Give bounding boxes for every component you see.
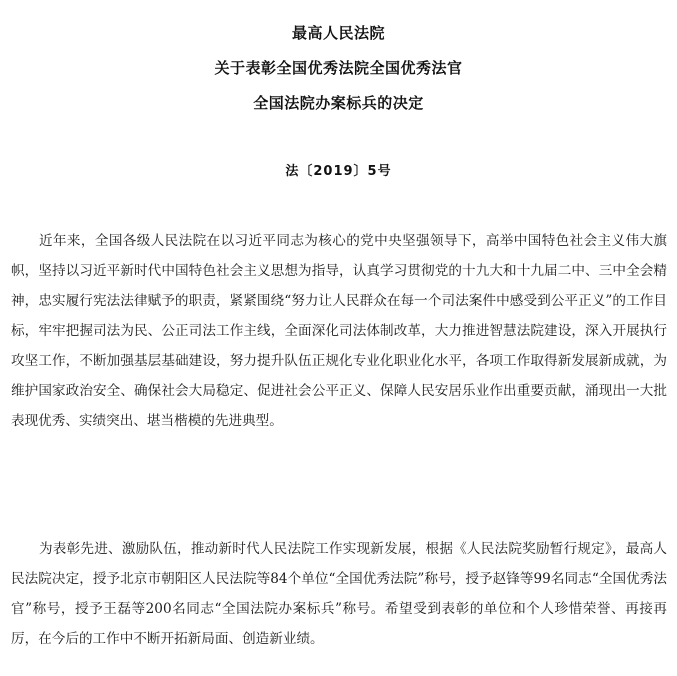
document-title-line: 全国法院办案标兵的决定 bbox=[253, 94, 424, 112]
document-title-issuer: 最高人民法院 bbox=[291, 24, 385, 42]
document-title-line: 关于表彰全国优秀法院全国优秀法官 bbox=[214, 59, 463, 77]
document-number: 法〔2019〕5号 bbox=[285, 164, 392, 179]
body-paragraph: 为表彰先进、激励队伍，推动新时代人民法院工作实现新发展，根据《人民法院奖励暂行规定》，最高人民法院决定，授予北京市朝阳区人民法院等84个单位“全国优秀法院”称号，授予赵锋等99名同志“全国优秀法官”称号，授予王磊等200名同志“全国法院办案标兵”称号。希望受到表彰的单位和个人珍惜荣誉、再接再厉，在今后的工作中不断开拓新局面、创造新业绩。 bbox=[11, 541, 667, 647]
body-paragraph: 近年来，全国各级人民法院在以习近平同志为核心的党中央坚强领导下，高举中国特色社会主义伟大旗帜，坚持以习近平新时代中国特色社会主义思想为指导，认真学习贯彻党的十九大和十九届二中、三中全会精神，忠实履行宪法法律赋予的职责，紧紧围绕“努力让人民群众在每一个司法案件中感受到公平正义”的工作目标，牢牢把握司法为民、公正司法工作主线，全面深化司法体制改革，大力推进智慧法院建设，深入开展执行攻坚工作，不断加强基层基础建设，努力提升队伍正规化专业化职业化水平，各项工作取得新发展新成就，为维护国家政治安全、确保社会大局稳定、促进社会公平正义、保障人民安居乐业作出重要贡献，涌现出一大批表现优秀、实绩突出、堪当楷模的先进典型。 bbox=[11, 233, 667, 429]
